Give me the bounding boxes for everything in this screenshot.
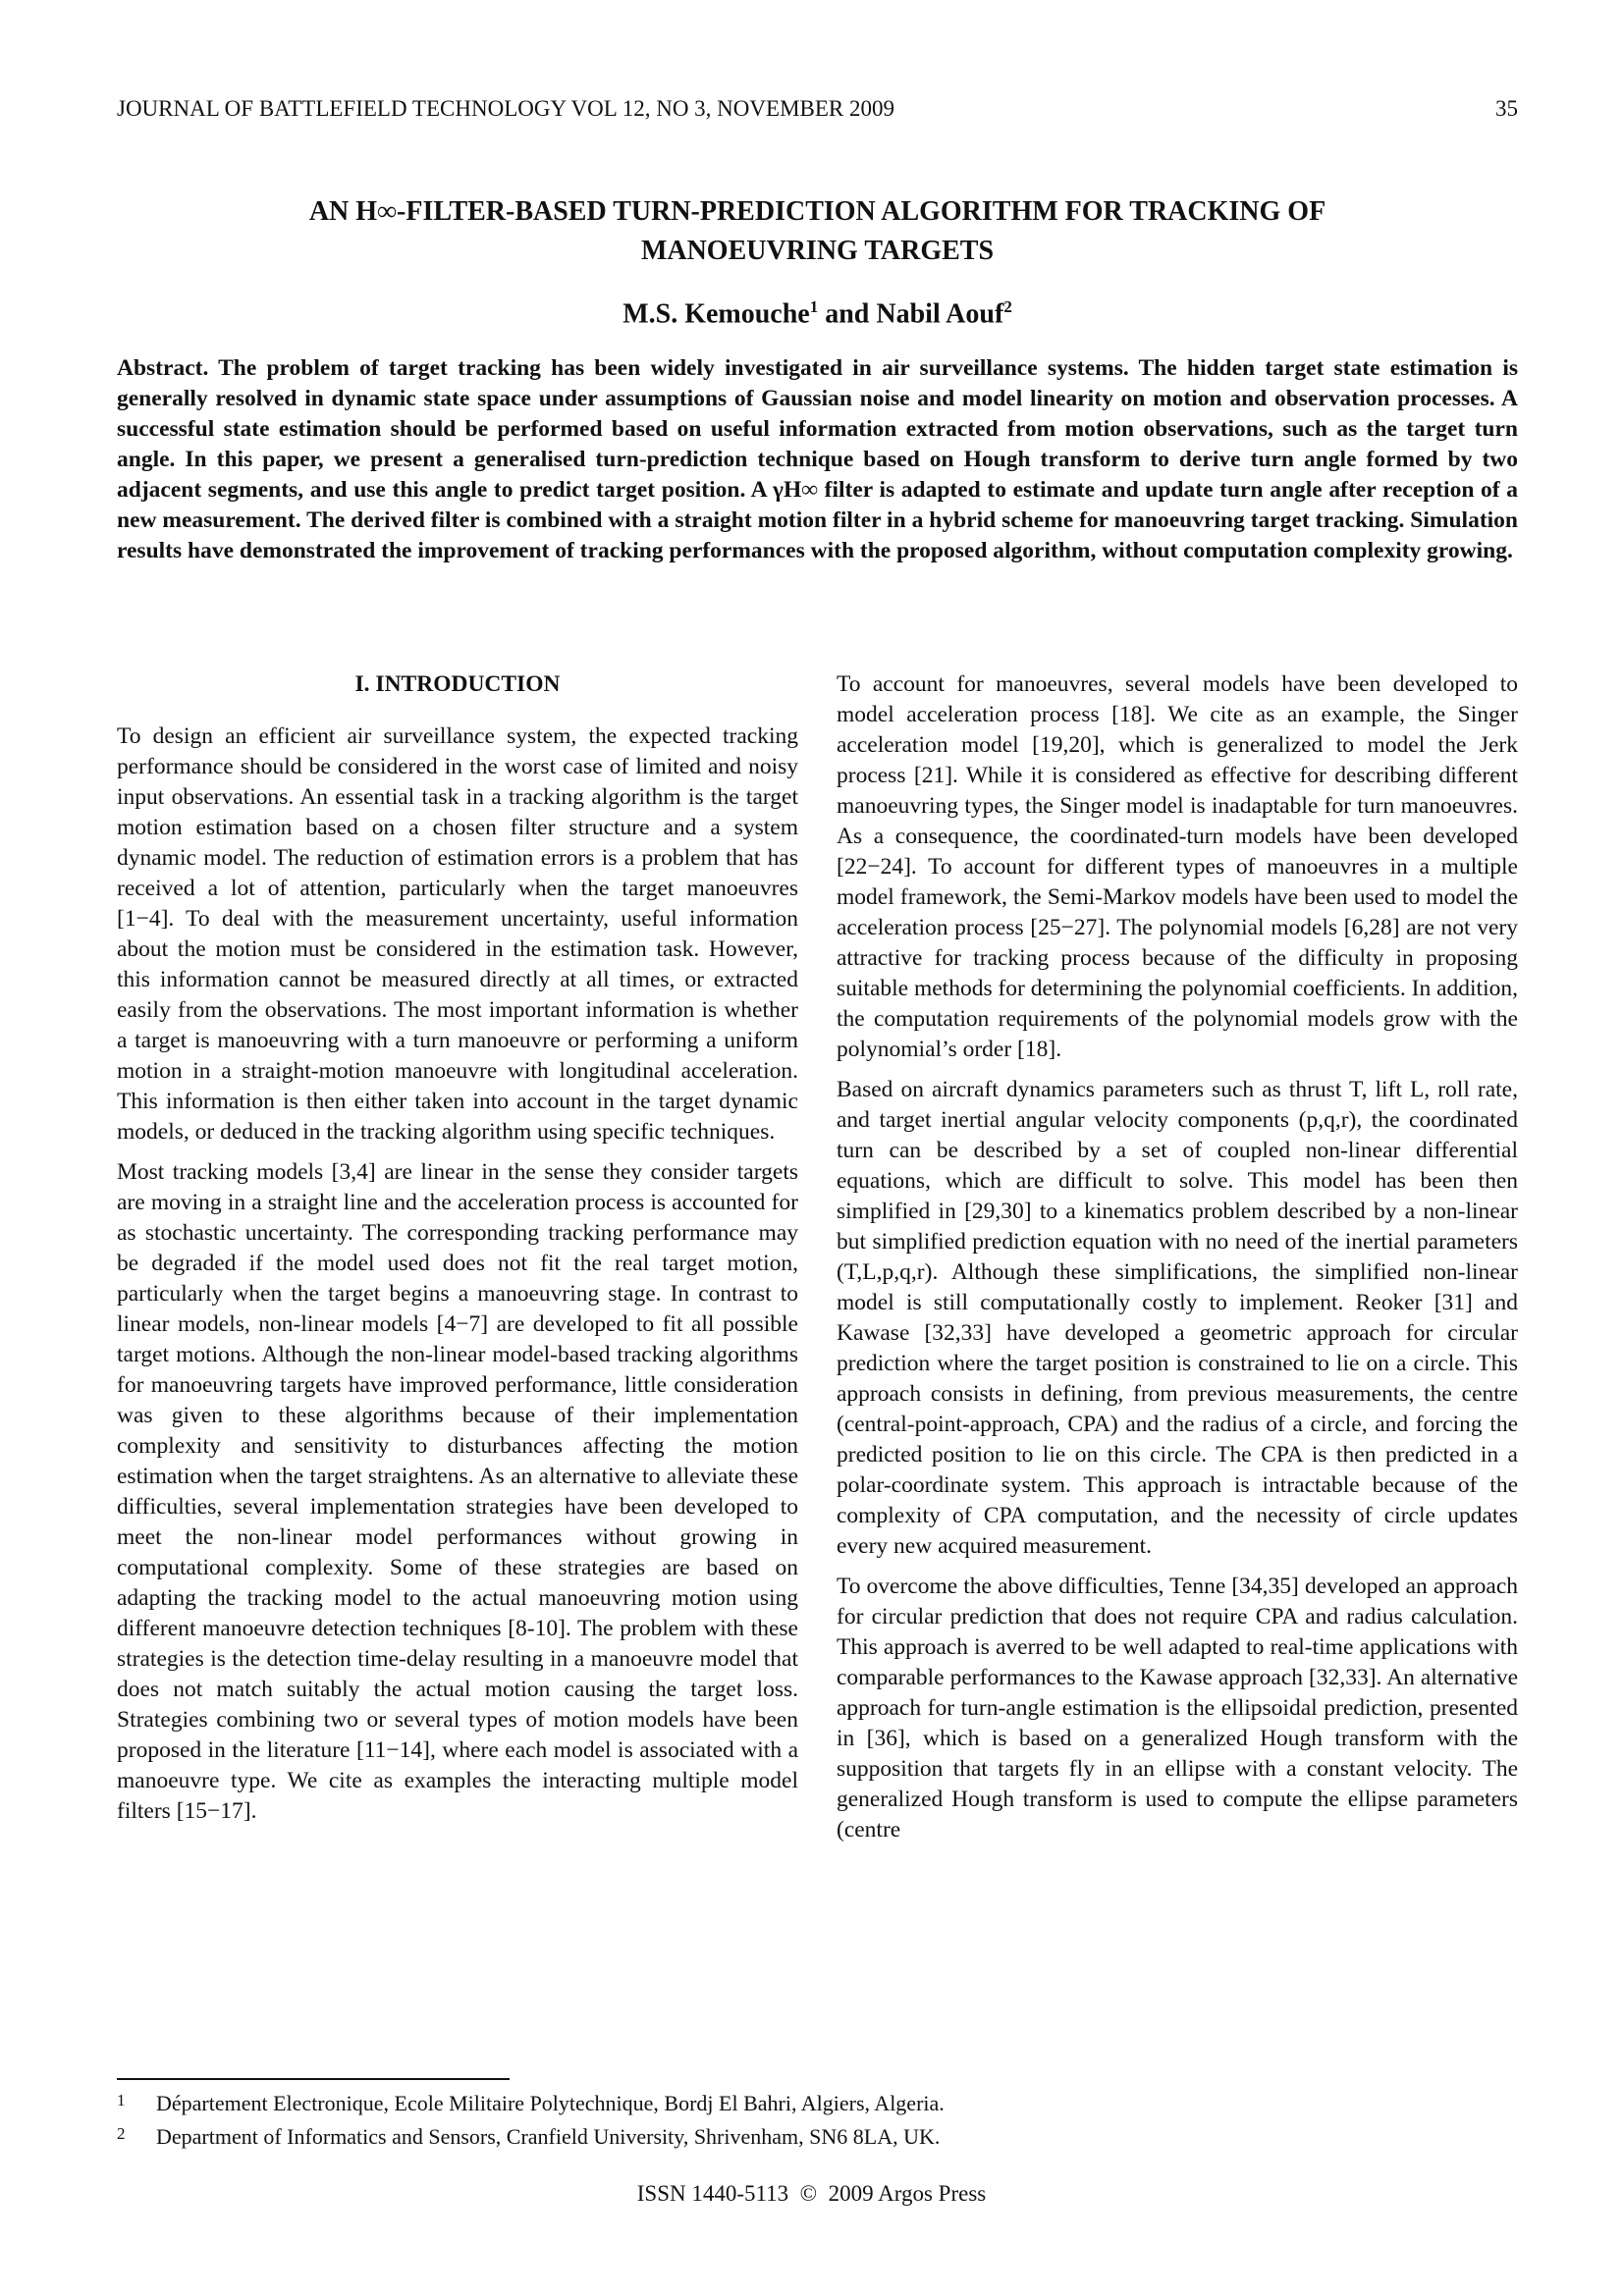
abstract: Abstract. The problem of target tracking has been widely investigated in air surveillance systems. The hidden target state estimation is generally resolved in dynamic state space under assumptions of Gaussian noise and model linearity on motion and observation processes. A successful state estimation should be performed based on useful information extracted from motion observations, such as the target turn angle. In this paper, we present a generalised turn-prediction technique based on Hough transform to derive turn angle formed by two adjacent segments, and use this angle to predict target position. A γH∞ filter is adapted to estimate and update turn angle after reception of a new measurement. The derived filter is combined with a straight motion filter in a hybrid scheme for manoeuvring target tracking. Simulation results have demonstrated the improvement of tracking performances with the proposed algorithm, without computation complexity growing. <box>117 355 1518 563</box>
paragraph: Based on aircraft dynamics parameters such as thrust T, lift L, roll rate, and target inertial angular velocity components (p,q,r), the coordinated turn can be described by a set of coupled non-linear differential equations, which are difficult to solve. This model has been then simplified in [29,30] to a kinematics problem described by a non-linear but simplified prediction equation with no need of the inertial parameters (T,L,p,q,r). Although these simplifications, the simplified non-linear model is still computationally costly to implement. Reoker [31] and Kawase [32,33] have developed a geometric approach for circular prediction where the target position is constrained to lie on a circle. This approach consists in defining, from previous measurements, the centre (central-point-approach, CPA) and the radius of a circle, and forcing the predicted position to lie on this circle. The CPA is then predicted in a polar-coordinate system. This approach is intractable because of the complexity of CPA computation, and the necessity of circle updates every new acquired measurement. <box>837 1077 1518 1559</box>
footnote-number: 2 <box>117 2124 126 2143</box>
paragraph: To account for manoeuvres, several models have been developed to model acceleration process [18]. We cite as an example, the Singer acceleration model [19,20], which is generalized to model the Jerk process [21]. While it is considered as effective for describing different manoeuvring types, the Singer model is inadaptable for turn manoeuvres. As a consequence, the coordinated-turn models have been developed [22−24]. To account for different types of manoeuvres in a multiple model framework, the Semi-Markov models have been used to model the acceleration process [25−27]. The polynomial models [6,28] are not very attractive for tracking process because of the difficulty in proposing suitable methods for determining the polynomial coefficients. In addition, the computation requirements of the polynomial models grow with the polynomial’s order [18]. <box>837 671 1518 1062</box>
title-line-1: AN H∞-FILTER-BASED TURN-PREDICTION ALGORITHM FOR TRACKING OF <box>308 196 1326 227</box>
running-header <box>117 96 1518 122</box>
author-2: Nabil Aouf <box>876 298 1004 330</box>
section-heading: I. INTRODUCTION <box>354 671 561 697</box>
author-2-affil: 2 <box>1003 297 1012 316</box>
author-1-affil: 1 <box>809 297 819 316</box>
page-footer: ISSN 1440-5113 © 2009 Argos Press <box>636 2181 987 2206</box>
paragraph: Most tracking models [3,4] are linear in the sense they consider targets are moving in a straight line and the acceleration process is accounted for as stochastic uncertainty. The corresponding tracking performance may be degraded if the model used does not fit the real target motion, particularly when the target begins a manoeuvring stage. In contrast to linear models, non-linear models [4−7] are developed to fit all possible target motions. Although the non-linear model-based tracking algorithms for manoeuvring targets have improved performance, little consideration was given to these algorithms because of their implementation complexity and sensitivity to disturbances affecting the motion estimation when the target straightens. As an alternative to alleviate these difficulties, several implementation strategies have been developed to meet the non-linear model performances without growing in computational complexity. Some of these strategies are based on adapting the tracking model to the actual manoeuvring motion using different manoeuvre detection techniques [8-10]. The problem with these strategies is the detection time-delay resulting in a manoeuvre model that does not match suitably the actual motion causing the target loss. Strategies combining two or several types of motion models have been proposed in the literature [11−14], where each model is associated with a manoeuvre type. We cite as examples the interacting multiple model filters [15−17]. <box>117 1159 798 1824</box>
paragraph: To design an efficient air surveillance system, the expected tracking performance should be considered in the worst case of limited and noisy input observations. An essential task in a tracking algorithm is the target motion estimation based on a chosen filter structure and a system dynamic model. The reduction of estimation errors is a problem that has received a lot of attention, particularly when the target manoeuvres [1−4]. To deal with the measurement uncertainty, useful information about the motion must be considered in the estimation task. However, this information cannot be measured directly at all times, or extracted easily from the observations. The most important information is whether a target is manoeuvring with a turn manoeuvre or performing a uniform motion in a straight-motion manoeuvre with longitudinal acceleration. This information is then either taken into account in the target dynamic models, or deduced in the tracking algorithm using specific techniques. <box>117 723 798 1145</box>
footnote-divider <box>117 2078 510 2080</box>
author-1: M.S. Kemouche <box>622 298 810 330</box>
paragraph: To overcome the above difficulties, Tenne [34,35] developed an approach for circular prediction that does not require CPA and radius calculation. This approach is averred to be well adapted to real-time applications with comparable performances to the Kawase approach [32,33]. An alternative approach for turn-angle estimation is the ellipsoidal prediction, presented in [36], which is based on a generalized Hough transform with the supposition that targets fly in an ellipse with a constant velocity. The generalized Hough transform is used to compute the ellipse parameters (centre <box>837 1574 1518 1842</box>
authors <box>117 297 1518 330</box>
footnote-2 <box>117 2124 940 2150</box>
right-column <box>837 669 1518 1855</box>
author-and: and <box>818 298 877 330</box>
journal-name: JOURNAL OF BATTLEFIELD TECHNOLOGY VOL 12, NO 3, NOVEMBER 2009 <box>117 96 894 121</box>
paper-title <box>117 192 1518 271</box>
page-number: 35 <box>1495 96 1518 121</box>
left-column <box>117 669 798 1837</box>
title-line-2: MANOEUVRING TARGETS <box>640 236 995 266</box>
footnote-text: Département Electronique, Ecole Militaire Polytechnique, Bordj El Bahri, Algiers, Algeria. <box>156 2091 945 2115</box>
footnote-1 <box>117 2091 945 2116</box>
footnote-number: 1 <box>117 2091 126 2109</box>
footnote-text: Department of Informatics and Sensors, Cranfield University, Shrivenham, SN6 8LA, UK. <box>156 2124 941 2149</box>
